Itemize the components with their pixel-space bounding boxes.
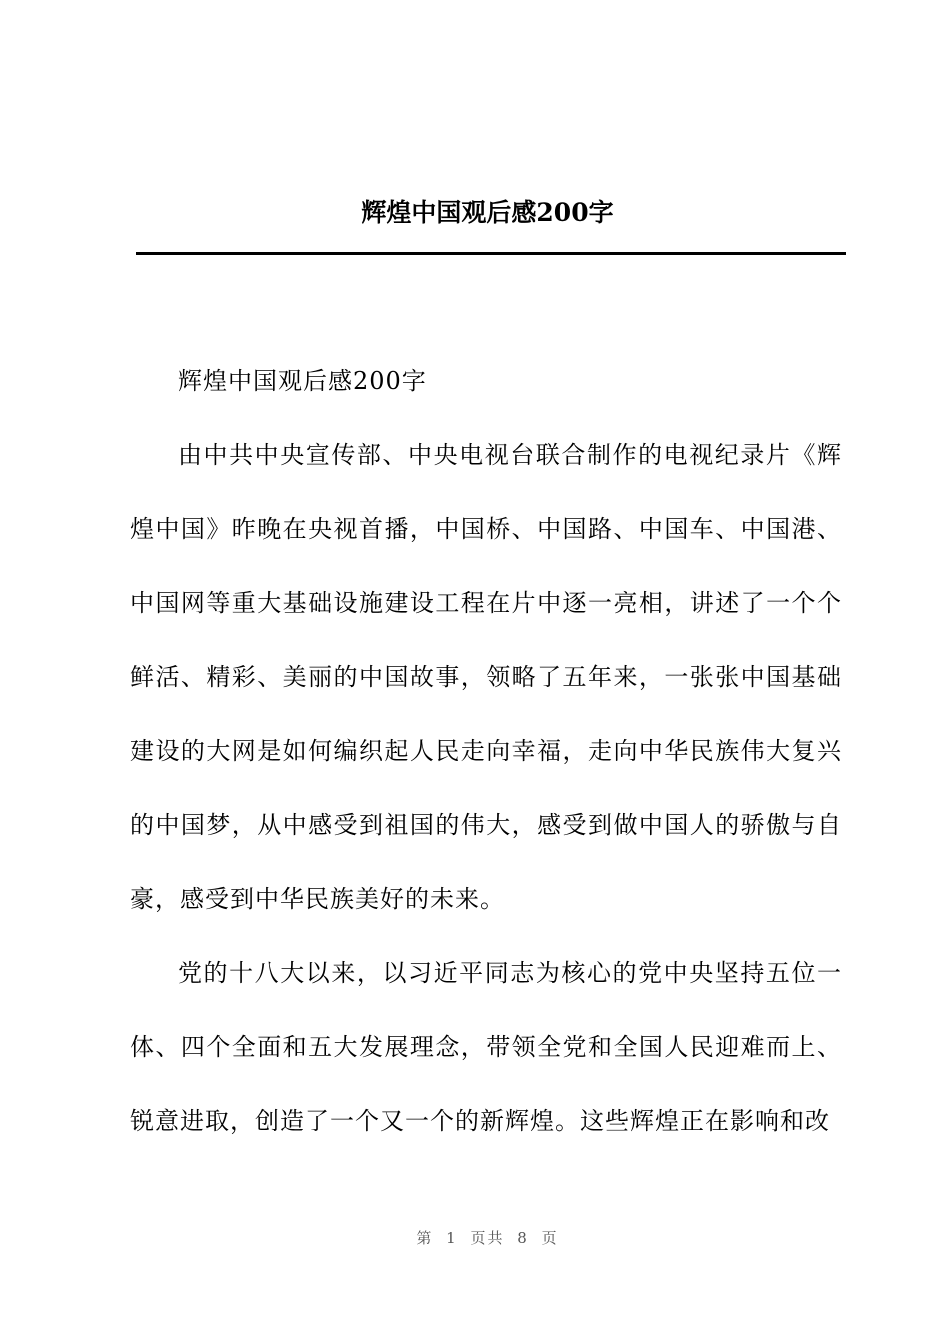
- page-header-title: 辉煌中国观后感200字: [361, 198, 614, 227]
- header-divider: [136, 252, 846, 255]
- document-body: [130, 344, 842, 1158]
- page-footer: 第 1 页共 8 页: [416, 1229, 559, 1247]
- body-paragraph: 由中共中央宣传部、中央电视台联合制作的电视纪录片《辉煌中国》昨晚在央视首播，中国桥、中国路、中国车、中国港、中国网等重大基础设施建设工程在片中逐一亮相，讲述了一个个鲜活、精彩、美丽的中国故事，领略了五年来，一张张中国基础建设的大网是如何编织起人民走向幸福，走向中华民族伟大复兴的中国梦，从中感受到祖国的伟大，感受到做中国人的骄傲与自豪，感受到中华民族美好的未来。: [130, 441, 842, 913]
- body-paragraph: 党的十八大以来，以习近平同志为核心的党中央坚持五位一体、四个全面和五大发展理念，带领全党和全国人民迎难而上、锐意进取，创造了一个又一个的新辉煌。这些辉煌正在影响和改: [130, 959, 842, 1135]
- document-title-paragraph: 辉煌中国观后感200字: [178, 367, 427, 395]
